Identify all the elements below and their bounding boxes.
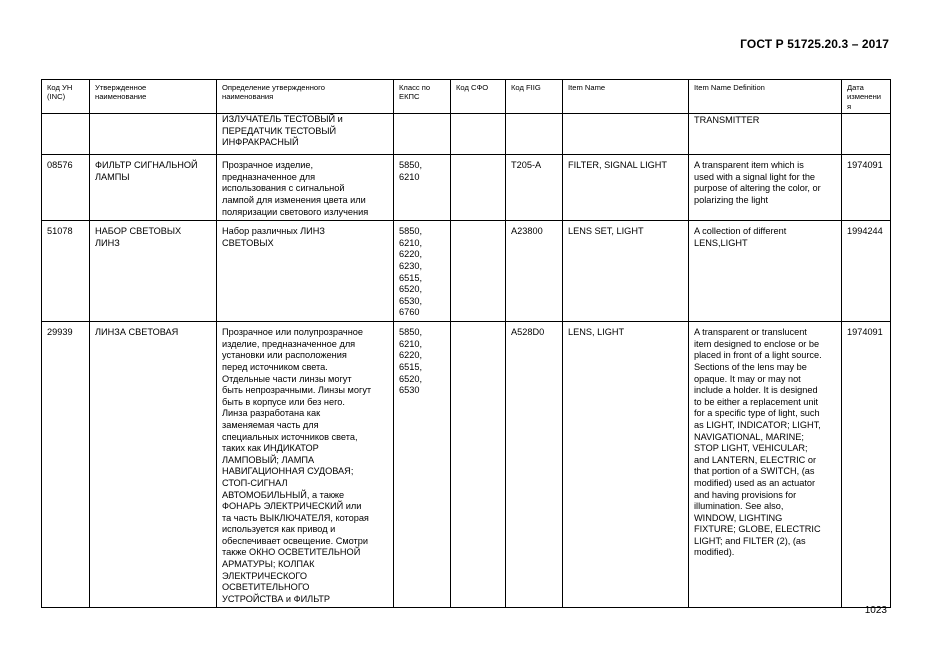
page-number: 1023 bbox=[864, 605, 887, 616]
cell-definition: Прозрачное изделие, предназначенное для использования с сигнальной лампой для изменения цвета или поляризации светового излучения bbox=[217, 155, 394, 221]
cell-date bbox=[842, 114, 891, 155]
cell-fiig: A528D0 bbox=[506, 322, 563, 608]
cell-item-definition: A transparent item which is used with a signal light for the purpose of altering the color, or polarizing the light bbox=[689, 155, 842, 221]
cell-inc: 08576 bbox=[42, 155, 90, 221]
cell-sfo bbox=[451, 114, 506, 155]
cell-class: 5850, 6210, 6220, 6230, 6515, 6520, 6530, 6760 bbox=[394, 221, 451, 322]
cell-approved-name bbox=[90, 114, 217, 155]
cell-definition: Прозрачное или полупрозрачное изделие, предназначенное для установки или расположения перед источником света. Отдельные части линзы могут быть непрозрачными. Линзы могут быть в корпусе или без него. Линза разработана как заменяемая часть для специальных источников света, таких как ИНДИКАТОР ЛАМПОВЫЙ; ЛАМПА НАВИГАЦИОННАЯ СУДОВАЯ; СТОП-СИГНАЛ АВТОМОБИЛЬНЫЙ, а также ФОНАРЬ ЭЛЕКТРИЧЕСКИЙ или та часть ВЫКЛЮЧАТЕЛЯ, которая используется как привод и обеспечивает освещение. Смотри также ОКНО ОСВЕТИТЕЛЬНОЙ АРМАТУРЫ; КОЛПАК ЭЛЕКТРИЧЕСКОГО ОСВЕТИТЕЛЬНОГО УСТРОЙСТВА и ФИЛЬТР bbox=[217, 322, 394, 608]
cell-approved-name: ЛИНЗА СВЕТОВАЯ bbox=[90, 322, 217, 608]
cell-fiig: T205-A bbox=[506, 155, 563, 221]
cell-sfo bbox=[451, 155, 506, 221]
cell-sfo bbox=[451, 322, 506, 608]
column-header-fiig: Код FIIG bbox=[506, 80, 563, 114]
table-row bbox=[42, 114, 891, 155]
cell-item-name bbox=[563, 114, 689, 155]
column-header-item-name: Item Name bbox=[563, 80, 689, 114]
table-row bbox=[42, 221, 891, 322]
cell-item-definition: TRANSMITTER bbox=[689, 114, 842, 155]
cell-item-name: LENS SET, LIGHT bbox=[563, 221, 689, 322]
column-header-date: Дата изменения bbox=[842, 80, 891, 114]
cell-fiig bbox=[506, 114, 563, 155]
column-header-definition: Определение утвержденного наименования bbox=[217, 80, 394, 114]
column-header-inc: Код УН (INC) bbox=[42, 80, 90, 114]
cell-inc: 51078 bbox=[42, 221, 90, 322]
cell-class bbox=[394, 114, 451, 155]
cell-fiig: A23800 bbox=[506, 221, 563, 322]
document-standard-header: ГОСТ Р 51725.20.3 – 2017 bbox=[740, 37, 889, 51]
cell-class: 5850, 6210 bbox=[394, 155, 451, 221]
cell-class: 5850, 6210, 6220, 6515, 6520, 6530 bbox=[394, 322, 451, 608]
cell-inc bbox=[42, 114, 90, 155]
cell-inc: 29939 bbox=[42, 322, 90, 608]
cell-approved-name: НАБОР СВЕТОВЫХ ЛИНЗ bbox=[90, 221, 217, 322]
column-header-approved-name: Утвержденное наименование bbox=[90, 80, 217, 114]
column-header-item-definition: Item Name Definition bbox=[689, 80, 842, 114]
cell-date: 1994244 bbox=[842, 221, 891, 322]
column-header-sfo: Код СФО bbox=[451, 80, 506, 114]
cell-definition: Набор различных ЛИНЗ СВЕТОВЫХ bbox=[217, 221, 394, 322]
table-header-row bbox=[42, 80, 891, 114]
cell-approved-name: ФИЛЬТР СИГНАЛЬНОЙ ЛАМПЫ bbox=[90, 155, 217, 221]
classification-table bbox=[41, 79, 891, 608]
cell-definition: ИЗЛУЧАТЕЛЬ ТЕСТОВЫЙ и ПЕРЕДАТЧИК ТЕСТОВЫЙ ИНФРАКРАСНЫЙ bbox=[217, 114, 394, 155]
column-header-class: Класс по ЕКПС bbox=[394, 80, 451, 114]
cell-item-definition: A collection of different LENS,LIGHT bbox=[689, 221, 842, 322]
table-row bbox=[42, 322, 891, 608]
cell-item-name: FILTER, SIGNAL LIGHT bbox=[563, 155, 689, 221]
cell-sfo bbox=[451, 221, 506, 322]
cell-item-name: LENS, LIGHT bbox=[563, 322, 689, 608]
table-row bbox=[42, 155, 891, 221]
cell-date: 1974091 bbox=[842, 322, 891, 608]
cell-item-definition: A transparent or translucent item designed to enclose or be placed in front of a light source. Sections of the lens may be opaque. It may or may not include a holder. It is designed to be either a replacement unit for a specific type of light, such as LIGHT, INDICATOR; LIGHT, NAVIGATIONAL, MARINE; STOP LIGHT, VEHICULAR; and LANTERN, ELECTRIC or that portion of a SWITCH, (as modified) used as an actuator and having provisions for illumination. See also, WINDOW, LIGHTING FIXTURE; GLOBE, ELECTRIC LIGHT; and FILTER (2), (as modified). bbox=[689, 322, 842, 608]
cell-date: 1974091 bbox=[842, 155, 891, 221]
